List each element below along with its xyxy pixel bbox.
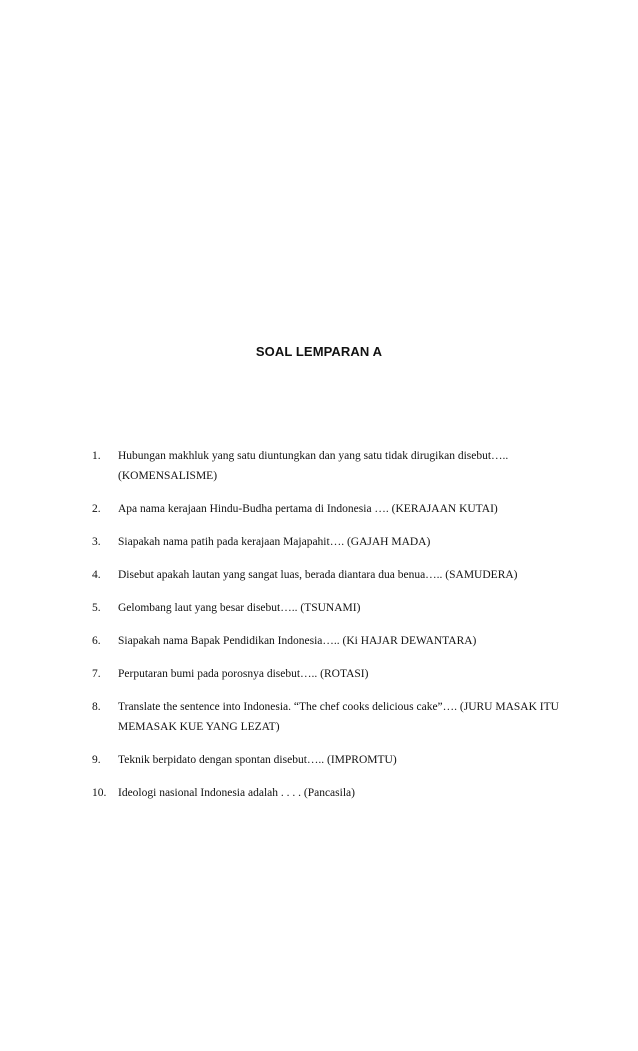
list-item bbox=[92, 598, 562, 618]
question-number: 6. bbox=[92, 635, 101, 647]
list-item bbox=[92, 750, 562, 770]
list-item bbox=[92, 499, 562, 519]
list-item bbox=[92, 532, 562, 552]
question-text: Hubungan makhluk yang satu diuntungkan dan yang satu tidak dirugikan disebut….. (KOMENSALISME) bbox=[118, 450, 509, 482]
question-text: Gelombang laut yang besar disebut….. (TSUNAMI) bbox=[118, 602, 361, 614]
question-text: Perputaran bumi pada porosnya disebut….. (ROTASI) bbox=[118, 668, 369, 680]
question-text: Disebut apakah lautan yang sangat luas, berada diantara dua benua….. (SAMUDERA) bbox=[118, 569, 518, 581]
list-item bbox=[92, 565, 562, 585]
question-text: Ideologi nasional Indonesia adalah . . . . (Pancasila) bbox=[118, 787, 355, 799]
question-number: 4. bbox=[92, 569, 101, 581]
question-number: 8. bbox=[92, 701, 101, 713]
question-number: 9. bbox=[92, 754, 101, 766]
question-number: 2. bbox=[92, 503, 101, 515]
question-text: Siapakah nama patih pada kerajaan Majapahit…. (GAJAH MADA) bbox=[118, 536, 431, 548]
list-item bbox=[92, 631, 562, 651]
question-number: 5. bbox=[92, 602, 101, 614]
question-number: 10. bbox=[92, 787, 107, 799]
list-item bbox=[92, 783, 562, 803]
page-title: SOAL LEMPARAN A bbox=[255, 344, 383, 359]
question-text: Siapakah nama Bapak Pendidikan Indonesia….. (Ki HAJAR DEWANTARA) bbox=[118, 635, 477, 647]
question-text: Teknik berpidato dengan spontan disebut….. (IMPROMTU) bbox=[118, 754, 397, 766]
question-text: Apa nama kerajaan Hindu-Budha pertama di Indonesia …. (KERAJAAN KUTAI) bbox=[118, 503, 498, 515]
list-item bbox=[92, 664, 562, 684]
list-item bbox=[92, 446, 562, 486]
question-text: Translate the sentence into Indonesia. “The chef cooks delicious cake”…. (JURU MASAK ITU MEMASAK KUE YANG LEZAT) bbox=[118, 701, 559, 733]
question-number: 1. bbox=[92, 450, 101, 462]
question-list bbox=[92, 446, 562, 816]
question-number: 3. bbox=[92, 536, 101, 548]
list-item bbox=[92, 697, 562, 737]
question-number: 7. bbox=[92, 668, 101, 680]
